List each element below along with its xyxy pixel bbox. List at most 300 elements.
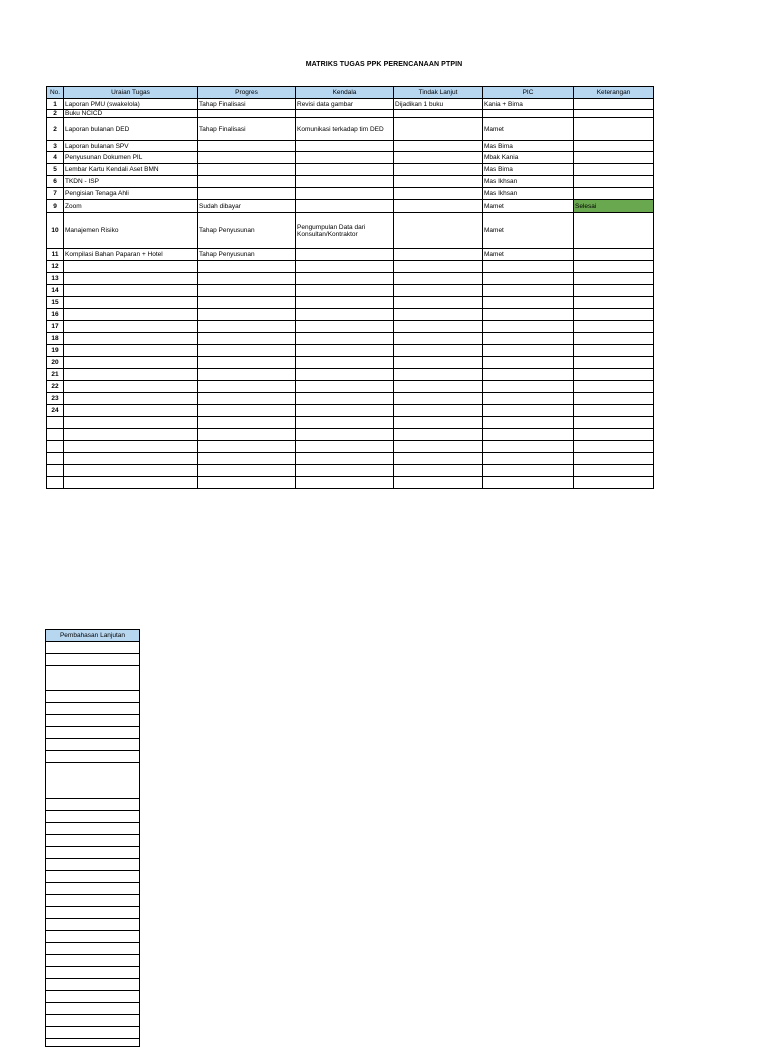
cell-uraian-tugas[interactable] xyxy=(64,285,198,297)
side-table-row xyxy=(46,823,140,835)
cell-pembahasan-lanjutan[interactable] xyxy=(46,859,140,871)
cell-keterangan[interactable] xyxy=(574,118,654,141)
cell-pembahasan-lanjutan[interactable] xyxy=(46,835,140,847)
side-table-row xyxy=(46,715,140,727)
table-row xyxy=(47,357,654,369)
side-table-row xyxy=(46,654,140,666)
cell-pembahasan-lanjutan[interactable] xyxy=(46,799,140,811)
cell-no[interactable]: 17 xyxy=(47,321,64,333)
cell-pembahasan-lanjutan[interactable] xyxy=(46,871,140,883)
cell-kendala[interactable] xyxy=(296,321,394,333)
cell-kendala[interactable] xyxy=(296,369,394,381)
cell-uraian-tugas[interactable] xyxy=(64,345,198,357)
cell-no[interactable]: 3 xyxy=(47,141,64,152)
cell-pembahasan-lanjutan[interactable] xyxy=(46,991,140,1003)
cell-progres[interactable]: Sudah dibayar xyxy=(198,200,296,213)
cell-pembahasan-lanjutan[interactable] xyxy=(46,979,140,991)
side-header-row xyxy=(46,630,140,642)
cell-pic[interactable] xyxy=(483,393,574,405)
cell-pembahasan-lanjutan[interactable] xyxy=(46,907,140,919)
cell-keterangan[interactable] xyxy=(574,393,654,405)
cell-keterangan[interactable] xyxy=(574,453,654,465)
cell-kendala[interactable]: Pengumpulan Data dari Konsultan/Kontraktor xyxy=(296,213,394,249)
table-row xyxy=(47,465,654,477)
cell-pic[interactable] xyxy=(483,453,574,465)
cell-pic[interactable] xyxy=(483,465,574,477)
cell-kendala[interactable] xyxy=(296,164,394,176)
cell-keterangan[interactable] xyxy=(574,429,654,441)
cell-kendala[interactable] xyxy=(296,381,394,393)
cell-kendala[interactable] xyxy=(296,417,394,429)
cell-pic[interactable]: Mas Ikhsan xyxy=(483,176,574,188)
cell-progres[interactable]: Tahap Finalisasi xyxy=(198,99,296,110)
cell-kendala[interactable] xyxy=(296,200,394,213)
cell-tindak-lanjut[interactable] xyxy=(394,110,483,118)
cell-progres[interactable] xyxy=(198,261,296,273)
cell-kendala[interactable] xyxy=(296,110,394,118)
cell-no[interactable] xyxy=(47,429,64,441)
table-row xyxy=(47,188,654,200)
cell-tindak-lanjut[interactable] xyxy=(394,152,483,164)
cell-pembahasan-lanjutan[interactable] xyxy=(46,943,140,955)
pembahasan-lanjutan-table xyxy=(45,629,140,1047)
cell-no[interactable]: 6 xyxy=(47,176,64,188)
cell-keterangan[interactable] xyxy=(574,152,654,164)
cell-uraian-tugas[interactable]: TKDN - ISP xyxy=(64,176,198,188)
cell-pic[interactable] xyxy=(483,321,574,333)
side-table-row xyxy=(46,955,140,967)
cell-progres[interactable] xyxy=(198,176,296,188)
cell-tindak-lanjut[interactable] xyxy=(394,200,483,213)
cell-kendala[interactable] xyxy=(296,285,394,297)
cell-pembahasan-lanjutan[interactable] xyxy=(46,715,140,727)
cell-progres[interactable] xyxy=(198,441,296,453)
cell-pembahasan-lanjutan[interactable] xyxy=(46,703,140,715)
cell-pembahasan-lanjutan[interactable] xyxy=(46,1039,140,1047)
cell-kendala[interactable] xyxy=(296,309,394,321)
cell-uraian-tugas[interactable] xyxy=(64,441,198,453)
cell-uraian-tugas[interactable]: Manajemen Risiko xyxy=(64,213,198,249)
cell-no[interactable]: 4 xyxy=(47,152,64,164)
cell-uraian-tugas[interactable]: Laporan PMU (swakelola) xyxy=(64,99,198,110)
cell-keterangan[interactable] xyxy=(574,176,654,188)
cell-pembahasan-lanjutan[interactable] xyxy=(46,1003,140,1015)
cell-progres[interactable] xyxy=(198,188,296,200)
cell-tindak-lanjut[interactable] xyxy=(394,309,483,321)
cell-kendala[interactable] xyxy=(296,249,394,261)
cell-no[interactable] xyxy=(47,417,64,429)
cell-pic[interactable]: Mamet xyxy=(483,249,574,261)
cell-uraian-tugas[interactable] xyxy=(64,393,198,405)
cell-pic[interactable]: Mbak Kania xyxy=(483,152,574,164)
cell-kendala[interactable] xyxy=(296,333,394,345)
header-keterangan[interactable]: Keterangan xyxy=(574,87,654,99)
cell-tindak-lanjut[interactable] xyxy=(394,405,483,417)
side-table-row xyxy=(46,967,140,979)
side-table-row xyxy=(46,907,140,919)
cell-tindak-lanjut[interactable] xyxy=(394,141,483,152)
cell-no[interactable] xyxy=(47,441,64,453)
cell-uraian-tugas[interactable]: Penyusunan Dokumen PIL xyxy=(64,152,198,164)
cell-no[interactable]: 16 xyxy=(47,309,64,321)
cell-progres[interactable] xyxy=(198,110,296,118)
cell-no[interactable]: 22 xyxy=(47,381,64,393)
cell-keterangan[interactable] xyxy=(574,285,654,297)
cell-keterangan[interactable] xyxy=(574,405,654,417)
document-title: MATRIKS TUGAS PPK PERENCANAAN PTPIN xyxy=(305,61,463,68)
cell-progres[interactable] xyxy=(198,357,296,369)
cell-kendala[interactable] xyxy=(296,465,394,477)
cell-progres[interactable] xyxy=(198,369,296,381)
cell-kendala[interactable] xyxy=(296,297,394,309)
cell-kendala[interactable] xyxy=(296,441,394,453)
table-row xyxy=(47,405,654,417)
table-row xyxy=(47,176,654,188)
cell-tindak-lanjut[interactable] xyxy=(394,381,483,393)
cell-pic[interactable] xyxy=(483,333,574,345)
cell-no[interactable]: 19 xyxy=(47,345,64,357)
cell-pic[interactable]: Mas Ikhsan xyxy=(483,188,574,200)
table-row xyxy=(47,477,654,489)
cell-keterangan[interactable] xyxy=(574,110,654,118)
side-table-row xyxy=(46,919,140,931)
side-table-row xyxy=(46,871,140,883)
cell-progres[interactable]: Tahap Finalisasi xyxy=(198,118,296,141)
cell-pic[interactable] xyxy=(483,381,574,393)
cell-kendala[interactable] xyxy=(296,345,394,357)
side-table-row xyxy=(46,751,140,763)
cell-pembahasan-lanjutan[interactable] xyxy=(46,895,140,907)
cell-no[interactable]: 11 xyxy=(47,249,64,261)
task-matrix-table xyxy=(46,86,654,489)
cell-pembahasan-lanjutan[interactable] xyxy=(46,919,140,931)
cell-progres[interactable] xyxy=(198,453,296,465)
cell-pic[interactable] xyxy=(483,261,574,273)
cell-uraian-tugas[interactable] xyxy=(64,453,198,465)
cell-no[interactable] xyxy=(47,465,64,477)
cell-tindak-lanjut[interactable] xyxy=(394,321,483,333)
cell-tindak-lanjut[interactable] xyxy=(394,465,483,477)
cell-tindak-lanjut[interactable] xyxy=(394,176,483,188)
cell-tindak-lanjut[interactable] xyxy=(394,249,483,261)
cell-uraian-tugas[interactable] xyxy=(64,297,198,309)
cell-tindak-lanjut[interactable] xyxy=(394,333,483,345)
cell-tindak-lanjut[interactable] xyxy=(394,417,483,429)
side-table-row xyxy=(46,811,140,823)
cell-pic[interactable]: Mas Bima xyxy=(483,164,574,176)
cell-no[interactable]: 18 xyxy=(47,333,64,345)
cell-no[interactable]: 12 xyxy=(47,261,64,273)
header-pic[interactable]: PIC xyxy=(483,87,574,99)
cell-progres[interactable] xyxy=(198,417,296,429)
cell-progres[interactable] xyxy=(198,477,296,489)
cell-progres[interactable] xyxy=(198,285,296,297)
cell-keterangan[interactable] xyxy=(574,309,654,321)
cell-tindak-lanjut[interactable] xyxy=(394,188,483,200)
cell-progres[interactable] xyxy=(198,429,296,441)
cell-no[interactable] xyxy=(47,477,64,489)
cell-pic[interactable]: Mamet xyxy=(483,200,574,213)
cell-tindak-lanjut[interactable] xyxy=(394,429,483,441)
cell-uraian-tugas[interactable]: Laporan bulanan SPV xyxy=(64,141,198,152)
cell-uraian-tugas[interactable] xyxy=(64,417,198,429)
table-row xyxy=(47,164,654,176)
table-row xyxy=(47,345,654,357)
side-table-row xyxy=(46,642,140,654)
cell-pembahasan-lanjutan[interactable] xyxy=(46,727,140,739)
cell-tindak-lanjut[interactable] xyxy=(394,477,483,489)
side-table-row xyxy=(46,763,140,799)
cell-progres[interactable]: Tahap Penyusunan xyxy=(198,249,296,261)
cell-no[interactable]: 15 xyxy=(47,297,64,309)
cell-tindak-lanjut[interactable] xyxy=(394,369,483,381)
cell-pic[interactable] xyxy=(483,297,574,309)
cell-kendala[interactable] xyxy=(296,453,394,465)
cell-progres[interactable]: Tahap Penyusunan xyxy=(198,213,296,249)
side-table-row xyxy=(46,847,140,859)
cell-pic[interactable]: Mamet xyxy=(483,213,574,249)
cell-pic[interactable] xyxy=(483,357,574,369)
cell-keterangan[interactable] xyxy=(574,273,654,285)
cell-tindak-lanjut[interactable] xyxy=(394,297,483,309)
cell-pic[interactable] xyxy=(483,345,574,357)
cell-tindak-lanjut[interactable] xyxy=(394,213,483,249)
cell-pic[interactable] xyxy=(483,309,574,321)
cell-progres[interactable] xyxy=(198,164,296,176)
table-row xyxy=(47,297,654,309)
cell-keterangan[interactable] xyxy=(574,345,654,357)
cell-progres[interactable] xyxy=(198,297,296,309)
cell-kendala[interactable] xyxy=(296,261,394,273)
cell-tindak-lanjut[interactable] xyxy=(394,357,483,369)
cell-pembahasan-lanjutan[interactable] xyxy=(46,751,140,763)
cell-uraian-tugas[interactable] xyxy=(64,309,198,321)
cell-keterangan[interactable] xyxy=(574,99,654,110)
cell-keterangan[interactable] xyxy=(574,477,654,489)
cell-pic[interactable] xyxy=(483,477,574,489)
cell-pembahasan-lanjutan[interactable] xyxy=(46,654,140,666)
cell-no[interactable]: 1 xyxy=(47,99,64,110)
cell-tindak-lanjut[interactable] xyxy=(394,393,483,405)
cell-pic[interactable] xyxy=(483,285,574,297)
cell-keterangan[interactable]: Selesai xyxy=(574,200,654,213)
side-table-row xyxy=(46,666,140,691)
table-row xyxy=(47,453,654,465)
cell-pic[interactable]: Mas Bima xyxy=(483,141,574,152)
cell-no[interactable]: 2 xyxy=(47,118,64,141)
cell-progres[interactable] xyxy=(198,321,296,333)
cell-keterangan[interactable] xyxy=(574,417,654,429)
cell-tindak-lanjut[interactable] xyxy=(394,118,483,141)
cell-uraian-tugas[interactable] xyxy=(64,333,198,345)
table-row xyxy=(47,429,654,441)
cell-keterangan[interactable] xyxy=(574,333,654,345)
table-header-row xyxy=(47,87,654,99)
table-row xyxy=(47,333,654,345)
header-uraian-tugas[interactable]: Uraian Tugas xyxy=(64,87,198,99)
cell-progres[interactable] xyxy=(198,333,296,345)
cell-keterangan[interactable] xyxy=(574,188,654,200)
cell-pembahasan-lanjutan[interactable] xyxy=(46,1015,140,1027)
table-row xyxy=(47,110,654,118)
cell-kendala[interactable] xyxy=(296,477,394,489)
side-table-row xyxy=(46,799,140,811)
cell-progres[interactable] xyxy=(198,152,296,164)
cell-kendala[interactable] xyxy=(296,393,394,405)
cell-progres[interactable] xyxy=(198,405,296,417)
cell-uraian-tugas[interactable] xyxy=(64,369,198,381)
cell-kendala[interactable] xyxy=(296,176,394,188)
table-row xyxy=(47,369,654,381)
cell-pic[interactable] xyxy=(483,429,574,441)
cell-tindak-lanjut[interactable] xyxy=(394,273,483,285)
table-row xyxy=(47,321,654,333)
cell-pembahasan-lanjutan[interactable] xyxy=(46,883,140,895)
cell-progres[interactable] xyxy=(198,393,296,405)
table-row xyxy=(47,417,654,429)
cell-uraian-tugas[interactable] xyxy=(64,405,198,417)
cell-no[interactable]: 9 xyxy=(47,200,64,213)
cell-keterangan[interactable] xyxy=(574,249,654,261)
cell-no[interactable]: 24 xyxy=(47,405,64,417)
cell-kendala[interactable] xyxy=(296,357,394,369)
cell-pembahasan-lanjutan[interactable] xyxy=(46,955,140,967)
cell-kendala[interactable] xyxy=(296,188,394,200)
cell-pic[interactable] xyxy=(483,441,574,453)
cell-kendala[interactable]: Komunikasi terkadap tim DED xyxy=(296,118,394,141)
cell-pembahasan-lanjutan[interactable] xyxy=(46,967,140,979)
table-row xyxy=(47,118,654,141)
cell-pic[interactable]: Mamet xyxy=(483,118,574,141)
cell-pembahasan-lanjutan[interactable] xyxy=(46,823,140,835)
cell-pembahasan-lanjutan[interactable] xyxy=(46,931,140,943)
cell-tindak-lanjut[interactable]: Dijadikan 1 buku xyxy=(394,99,483,110)
cell-keterangan[interactable] xyxy=(574,321,654,333)
cell-tindak-lanjut[interactable] xyxy=(394,441,483,453)
cell-pembahasan-lanjutan[interactable] xyxy=(46,666,140,691)
cell-progres[interactable] xyxy=(198,309,296,321)
cell-tindak-lanjut[interactable] xyxy=(394,285,483,297)
cell-no[interactable]: 7 xyxy=(47,188,64,200)
cell-pic[interactable] xyxy=(483,417,574,429)
cell-uraian-tugas[interactable] xyxy=(64,357,198,369)
table-row xyxy=(47,99,654,110)
side-table-row xyxy=(46,1039,140,1047)
side-table-row xyxy=(46,727,140,739)
cell-tindak-lanjut[interactable] xyxy=(394,345,483,357)
table-row xyxy=(47,200,654,213)
table-row xyxy=(47,213,654,249)
cell-kendala[interactable] xyxy=(296,141,394,152)
cell-no[interactable]: 20 xyxy=(47,357,64,369)
cell-uraian-tugas[interactable]: Lembar Kartu Kendali Aset BMN xyxy=(64,164,198,176)
cell-pic[interactable] xyxy=(483,110,574,118)
cell-no[interactable]: 5 xyxy=(47,164,64,176)
cell-pembahasan-lanjutan[interactable] xyxy=(46,847,140,859)
cell-keterangan[interactable] xyxy=(574,369,654,381)
cell-uraian-tugas[interactable] xyxy=(64,321,198,333)
cell-kendala[interactable] xyxy=(296,273,394,285)
cell-kendala[interactable] xyxy=(296,405,394,417)
cell-no[interactable]: 23 xyxy=(47,393,64,405)
cell-uraian-tugas[interactable] xyxy=(64,381,198,393)
cell-uraian-tugas[interactable]: Buku NCICD xyxy=(64,110,198,118)
cell-pic[interactable]: Kania + Bima xyxy=(483,99,574,110)
cell-progres[interactable] xyxy=(198,141,296,152)
cell-uraian-tugas[interactable] xyxy=(64,465,198,477)
cell-progres[interactable] xyxy=(198,273,296,285)
cell-keterangan[interactable] xyxy=(574,164,654,176)
cell-no[interactable]: 2 xyxy=(47,110,64,118)
cell-keterangan[interactable] xyxy=(574,441,654,453)
cell-progres[interactable] xyxy=(198,465,296,477)
cell-kendala[interactable]: Revisi data gambar xyxy=(296,99,394,110)
cell-keterangan[interactable] xyxy=(574,297,654,309)
cell-pembahasan-lanjutan[interactable] xyxy=(46,763,140,799)
table-row xyxy=(47,393,654,405)
cell-uraian-tugas[interactable] xyxy=(64,429,198,441)
cell-uraian-tugas[interactable]: Kompilasi Bahan Paparan + Hotel xyxy=(64,249,198,261)
header-pembahasan-lanjutan[interactable]: Pembahasan Lanjutan xyxy=(46,630,140,642)
cell-progres[interactable] xyxy=(198,381,296,393)
header-tindak-lanjut[interactable]: Tindak Lanjut xyxy=(394,87,483,99)
cell-no[interactable]: 21 xyxy=(47,369,64,381)
cell-uraian-tugas[interactable] xyxy=(64,477,198,489)
cell-keterangan[interactable] xyxy=(574,381,654,393)
side-table-row xyxy=(46,1003,140,1015)
cell-pic[interactable] xyxy=(483,369,574,381)
cell-tindak-lanjut[interactable] xyxy=(394,261,483,273)
header-progres[interactable]: Progres xyxy=(198,87,296,99)
cell-uraian-tugas[interactable] xyxy=(64,273,198,285)
cell-kendala[interactable] xyxy=(296,429,394,441)
cell-no[interactable]: 10 xyxy=(47,213,64,249)
cell-pembahasan-lanjutan[interactable] xyxy=(46,739,140,751)
cell-keterangan[interactable] xyxy=(574,261,654,273)
cell-keterangan[interactable] xyxy=(574,465,654,477)
table-row xyxy=(47,141,654,152)
cell-pic[interactable] xyxy=(483,273,574,285)
header-no[interactable]: No. xyxy=(47,87,64,99)
cell-keterangan[interactable] xyxy=(574,213,654,249)
header-kendala[interactable]: Kendala xyxy=(296,87,394,99)
cell-pembahasan-lanjutan[interactable] xyxy=(46,691,140,703)
cell-no[interactable]: 14 xyxy=(47,285,64,297)
cell-uraian-tugas[interactable]: Pengisian Tenaga Ahli xyxy=(64,188,198,200)
cell-pembahasan-lanjutan[interactable] xyxy=(46,811,140,823)
cell-pembahasan-lanjutan[interactable] xyxy=(46,1027,140,1039)
cell-keterangan[interactable] xyxy=(574,141,654,152)
cell-no[interactable]: 13 xyxy=(47,273,64,285)
side-table-row xyxy=(46,1015,140,1027)
cell-uraian-tugas[interactable] xyxy=(64,261,198,273)
cell-keterangan[interactable] xyxy=(574,357,654,369)
cell-pembahasan-lanjutan[interactable] xyxy=(46,642,140,654)
cell-uraian-tugas[interactable]: Zoom xyxy=(64,200,198,213)
cell-kendala[interactable] xyxy=(296,152,394,164)
cell-tindak-lanjut[interactable] xyxy=(394,453,483,465)
cell-tindak-lanjut[interactable] xyxy=(394,164,483,176)
cell-pic[interactable] xyxy=(483,405,574,417)
cell-no[interactable] xyxy=(47,453,64,465)
table-row xyxy=(47,309,654,321)
cell-progres[interactable] xyxy=(198,345,296,357)
side-table-row xyxy=(46,979,140,991)
side-table-row xyxy=(46,943,140,955)
cell-uraian-tugas[interactable]: Laporan bulanan DED xyxy=(64,118,198,141)
table-row xyxy=(47,273,654,285)
side-table-row xyxy=(46,739,140,751)
